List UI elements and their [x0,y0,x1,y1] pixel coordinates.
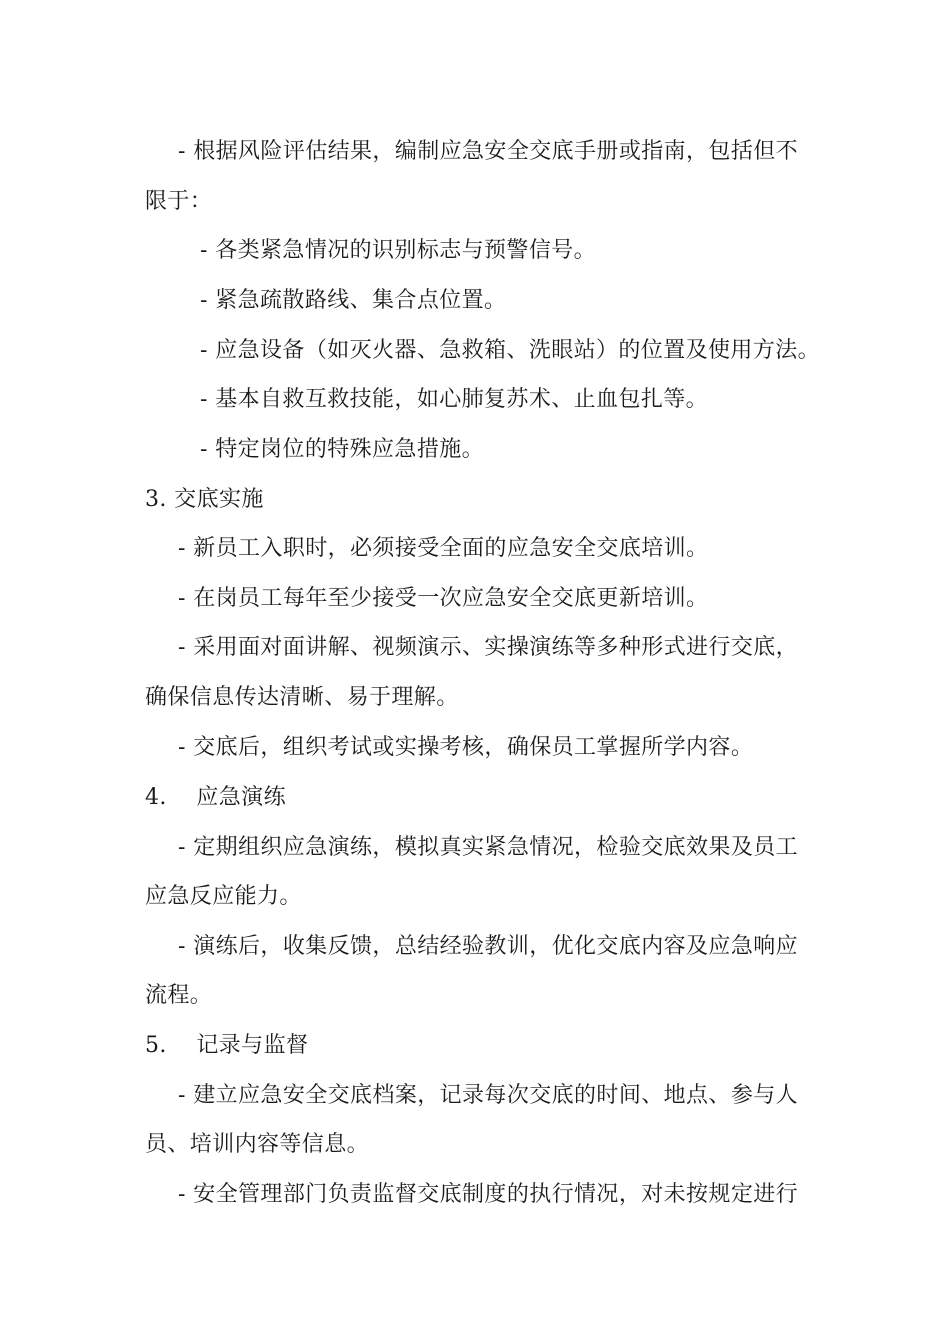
list-item: - 基本自救互救技能，如心肺复苏术、止血包扎等。 [200,387,709,412]
paragraph-line: 流程。 [145,983,213,1008]
paragraph-line: - 交底后，组织考试或实操考核，确保员工掌握所学内容。 [178,735,754,760]
paragraph-line: - 在岗员工每年至少接受一次应急安全交底更新培训。 [178,586,709,611]
paragraph-line: - 新员工入职时，必须接受全面的应急安全交底培训。 [178,536,709,561]
list-item: - 特定岗位的特殊应急措施。 [200,437,485,462]
list-item: - 各类紧急情况的识别标志与预警信号。 [200,238,597,263]
paragraph-line: 限于： [145,189,213,214]
paragraph-line: - 定期组织应急演练，模拟真实紧急情况，检验交底效果及员工 [178,835,799,860]
paragraph-line: 员、培训内容等信息。 [145,1132,370,1157]
section-heading: 5. 记录与监督 [145,1033,309,1058]
section-heading: 4. 应急演练 [145,785,286,810]
paragraph-line: 应急反应能力。 [145,884,302,909]
paragraph-line: - 安全管理部门负责监督交底制度的执行情况，对未按规定进行 [178,1182,799,1207]
paragraph-line: - 演练后，收集反馈，总结经验教训，优化交底内容及应急响应 [178,934,799,959]
list-item: - 紧急疏散路线、集合点位置。 [200,288,507,313]
list-item: - 应急设备（如灭火器、急救箱、洗眼站）的位置及使用方法。 [200,338,821,363]
paragraph-line: - 根据风险评估结果，编制应急安全交底手册或指南，包括但不 [178,139,799,164]
paragraph-line: 确保信息传达清晰、易于理解。 [145,685,459,710]
paragraph-line: - 采用面对面讲解、视频演示、实操演练等多种形式进行交底， [178,635,799,660]
section-heading: 3. 交底实施 [145,487,264,512]
paragraph-line: - 建立应急安全交底档案，记录每次交底的时间、地点、参与人 [178,1083,799,1108]
